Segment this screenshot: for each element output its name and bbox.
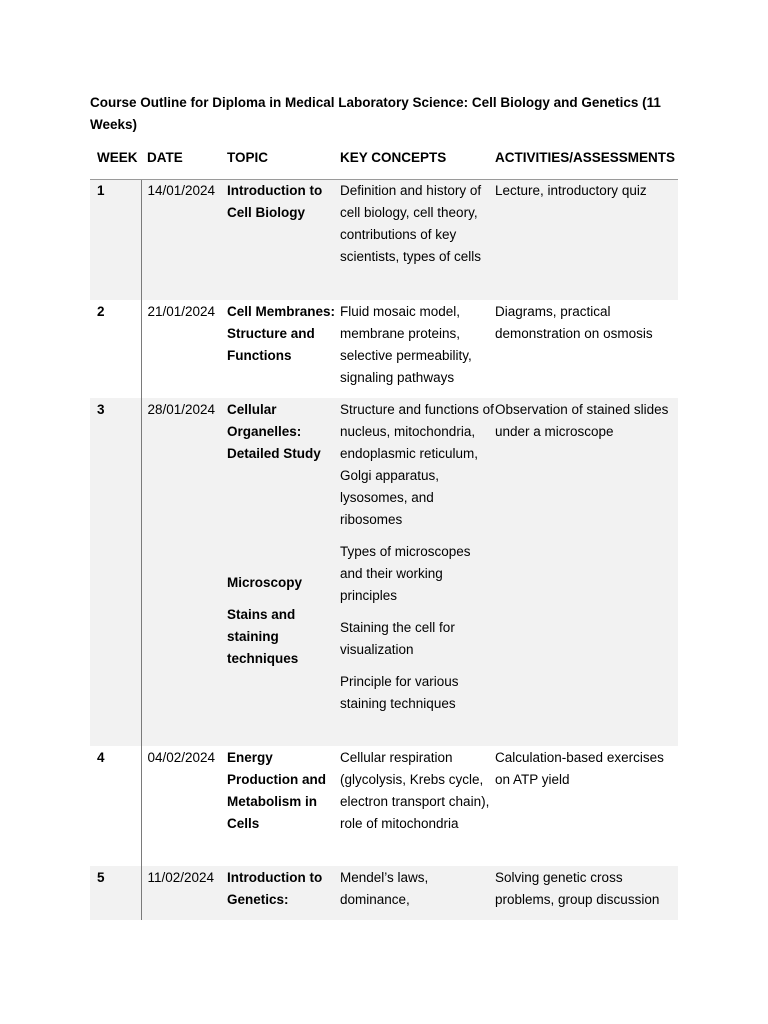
key-concepts-microscopes: Types of microscopes and their working principles — [340, 543, 471, 603]
header-topic: TOPIC — [227, 145, 340, 180]
week-cell: 2 — [90, 300, 141, 398]
table-row — [90, 866, 678, 920]
table-row — [90, 746, 678, 866]
key-concepts-cell: Fluid mosaic model, membrane proteins, selective permeability, signaling pathways — [340, 303, 472, 385]
week-cell: 3 — [90, 398, 141, 746]
course-outline-table — [90, 145, 678, 920]
topic-cell: Cell Membranes: Structure and Functions — [227, 303, 336, 363]
document-title: Course Outline for Diploma in Medical Laboratory Science: Cell Biology and Genetics (11 Weeks) — [90, 95, 661, 132]
activities-cell: Lecture, introductory quiz — [495, 180, 678, 300]
key-concepts-cell: Mendel’s laws, dominance, — [340, 866, 495, 920]
activities-cell: Calculation-based exercises on ATP yield — [495, 749, 664, 787]
key-concepts-staining-principle: Principle for various staining techniques — [340, 673, 459, 711]
header-key-concepts: KEY CONCEPTS — [340, 145, 495, 180]
topic-cell: Energy Production and Metabolism in Cells — [227, 749, 326, 831]
table-row — [90, 300, 678, 398]
key-concepts-organelles: Structure and functions of nucleus, mitochondria, endoplasmic reticulum, Golgi apparatus, lysosomes, and ribosomes — [340, 401, 494, 527]
key-concepts-staining: Staining the cell for visualization — [340, 619, 455, 657]
header-week: WEEK — [90, 145, 141, 180]
table-header-row — [90, 145, 678, 180]
topic-cell: Introduction to Genetics: — [227, 866, 340, 920]
activities-cell: Observation of stained slides under a microscope — [495, 398, 678, 746]
key-concepts-cell: Definition and history of cell biology, cell theory, contributions of key scientists, types of cells — [340, 180, 495, 300]
activities-cell: Solving genetic cross problems, group discussion — [495, 866, 678, 920]
key-concepts-cell — [340, 398, 495, 746]
activities-cell: Diagrams, practical demonstration on osmosis — [495, 303, 653, 341]
date-cell: 28/01/2024 — [141, 398, 227, 746]
topic-microscopy: Microscopy — [227, 574, 303, 590]
topic-stains: Stains and staining techniques — [227, 606, 299, 666]
table-row — [90, 398, 678, 746]
key-concepts-cell: Cellular respiration (glycolysis, Krebs cycle, electron transport chain), role of mitochondria — [340, 749, 490, 831]
week-cell: 4 — [90, 746, 141, 866]
topic-cell — [227, 398, 340, 746]
topic-cell: Introduction to Cell Biology — [227, 180, 340, 300]
week-number: 1 — [97, 183, 105, 198]
header-activities: ACTIVITIES/ASSESSMENTS — [495, 145, 678, 180]
date-cell: 21/01/2024 — [147, 303, 216, 319]
date-cell: 11/02/2024 — [141, 866, 227, 920]
date-cell: 14/01/2024 — [141, 180, 227, 300]
week-cell — [90, 180, 141, 300]
topic-main: Cellular Organelles: Detailed Study — [227, 401, 321, 461]
week-cell: 5 — [90, 866, 141, 920]
header-date: DATE — [141, 145, 227, 180]
table-row — [90, 180, 678, 300]
date-cell: 04/02/2024 — [147, 749, 216, 765]
